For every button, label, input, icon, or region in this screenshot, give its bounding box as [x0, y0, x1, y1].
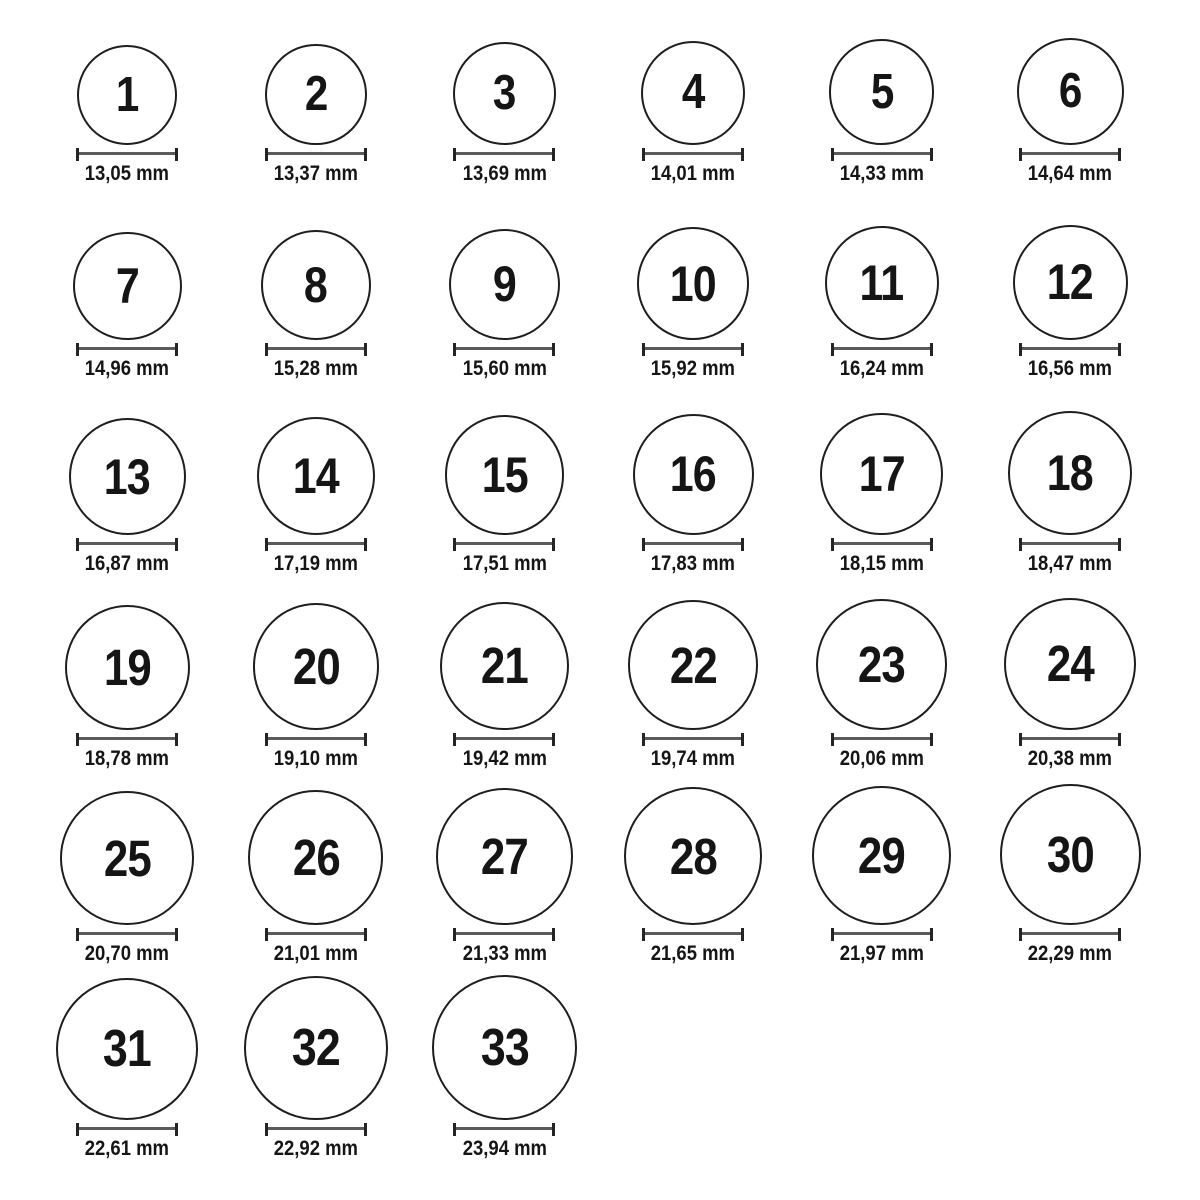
ring-circle: [825, 226, 939, 340]
diameter-dimension-line: [453, 1123, 555, 1136]
diameter-dimension-line: [265, 1123, 367, 1136]
diameter-label: 19,10 mm: [273, 747, 359, 770]
ring-circle: [436, 788, 573, 925]
diameter-label: 16,87 mm: [85, 552, 170, 575]
ring-number: 11: [859, 254, 904, 311]
ring-circle: [812, 786, 951, 925]
ring-circle: [73, 232, 181, 340]
ring-circle: [829, 39, 935, 145]
ring-number: 17: [858, 445, 905, 502]
ring-circle: [248, 790, 383, 925]
ring-size-cell: [410, 975, 599, 1160]
ring-number: 30: [1046, 826, 1094, 884]
dimension-bar: [645, 932, 741, 935]
ring-number: 16: [670, 446, 717, 503]
ring-circle: [628, 600, 758, 730]
diameter-label: 17,19 mm: [273, 552, 359, 575]
ring-number: 18: [1047, 445, 1094, 502]
diameter-label: 22,92 mm: [273, 1137, 359, 1160]
diameter-dimension-line: [76, 1123, 178, 1136]
ring-number: 26: [292, 828, 340, 886]
ring-circle: [1000, 784, 1141, 925]
ring-circle: [1004, 598, 1136, 730]
dimension-bar: [1022, 932, 1118, 935]
diameter-label: 18,15 mm: [839, 552, 924, 575]
diameter-label: 14,64 mm: [1028, 162, 1113, 185]
diameter-label: 17,51 mm: [462, 552, 547, 575]
ring-number: 27: [480, 828, 529, 886]
diameter-label: 13,69 mm: [462, 162, 547, 185]
dimension-bar: [79, 1127, 175, 1130]
ring-size-cell: [222, 976, 411, 1160]
ring-number: 33: [480, 1018, 529, 1077]
ring-circle: [77, 45, 177, 145]
ring-number: 25: [103, 829, 151, 887]
ring-number: 23: [858, 636, 906, 694]
ring-number: 8: [304, 257, 328, 314]
ring-size-cell: [33, 978, 222, 1160]
dimension-bar: [456, 1127, 552, 1130]
diameter-label: 15,60 mm: [462, 357, 547, 380]
diameter-label: 14,01 mm: [650, 162, 736, 185]
ring-number: 3: [493, 66, 516, 121]
diameter-label: 21,01 mm: [273, 942, 359, 965]
ring-circle: [1017, 38, 1124, 145]
ring-number: 15: [481, 447, 528, 504]
ring-number: 6: [1058, 63, 1082, 118]
ring-number: 22: [669, 636, 717, 694]
ring-circle: [432, 975, 577, 1120]
diameter-label: 16,24 mm: [839, 357, 924, 380]
ring-circle: [257, 417, 375, 535]
diameter-label: 21,65 mm: [650, 942, 736, 965]
diameter-label: 13,05 mm: [85, 162, 170, 185]
dimension-bar: [268, 1127, 364, 1130]
ring-circle: [820, 413, 943, 536]
diameter-label: 21,97 mm: [839, 942, 924, 965]
ring-circle: [624, 787, 762, 925]
ring-number: 31: [103, 1019, 152, 1078]
diameter-label: 18,78 mm: [85, 747, 170, 770]
ring-circle: [265, 44, 366, 145]
ring-circle: [1013, 225, 1128, 340]
ring-circle: [633, 414, 754, 535]
ring-circle: [637, 227, 750, 340]
ring-circle: [445, 415, 565, 535]
ring-number: 19: [103, 638, 151, 696]
diameter-label: 14,33 mm: [839, 162, 924, 185]
ring-circle: [449, 229, 560, 340]
ring-circle: [253, 603, 380, 730]
diameter-dimension-line: [642, 928, 744, 941]
diameter-label: 19,42 mm: [462, 747, 547, 770]
ring-number: 1: [115, 67, 139, 122]
ring-number: 9: [492, 256, 517, 313]
ring-size-cell: [599, 787, 788, 965]
diameter-label: 17,83 mm: [650, 552, 736, 575]
ring-circle: [816, 599, 947, 730]
ring-size-cell: [976, 784, 1165, 965]
diameter-dimension-line: [1019, 928, 1121, 941]
ring-circle: [261, 230, 371, 340]
ring-circle: [60, 791, 194, 925]
ring-circle: [641, 41, 745, 145]
ring-number: 10: [670, 255, 717, 312]
ring-circle: [244, 976, 388, 1120]
diameter-label: 20,70 mm: [85, 942, 170, 965]
ring-number: 14: [292, 447, 339, 504]
ring-number: 29: [858, 826, 906, 884]
ring-number: 2: [304, 66, 328, 121]
ring-circle: [65, 605, 190, 730]
ring-number: 28: [669, 827, 717, 885]
diameter-dimension-line: [831, 928, 933, 941]
diameter-label: 16,56 mm: [1028, 357, 1113, 380]
ring-number: 24: [1046, 635, 1094, 693]
ring-row: [33, 930, 599, 1160]
ring-number: 12: [1047, 254, 1094, 311]
ring-number: 32: [291, 1019, 340, 1078]
diameter-label: 20,06 mm: [839, 747, 924, 770]
ring-circle: [1008, 411, 1132, 535]
ring-circle: [69, 418, 186, 535]
diameter-label: 19,74 mm: [650, 747, 736, 770]
ring-number: 13: [104, 448, 151, 505]
diameter-label: 14,96 mm: [85, 357, 170, 380]
ring-number: 21: [480, 637, 529, 695]
ring-number: 5: [870, 64, 893, 119]
diameter-label: 21,33 mm: [462, 942, 547, 965]
diameter-label: 22,29 mm: [1028, 942, 1113, 965]
ring-circle: [56, 978, 198, 1120]
ring-number: 20: [292, 638, 340, 696]
ring-circle: [440, 602, 568, 730]
ring-number: 4: [681, 65, 705, 120]
dimension-bar: [834, 932, 930, 935]
diameter-label: 15,28 mm: [273, 357, 359, 380]
diameter-label: 18,47 mm: [1028, 552, 1113, 575]
ring-size-cell: [787, 786, 976, 965]
diameter-label: 15,92 mm: [650, 357, 736, 380]
diameter-label: 13,37 mm: [273, 162, 359, 185]
diameter-label: 20,38 mm: [1028, 747, 1113, 770]
diameter-label: 22,61 mm: [85, 1137, 170, 1160]
ring-number: 7: [115, 257, 139, 314]
diameter-label: 23,94 mm: [462, 1137, 547, 1160]
ring-circle: [453, 42, 556, 145]
